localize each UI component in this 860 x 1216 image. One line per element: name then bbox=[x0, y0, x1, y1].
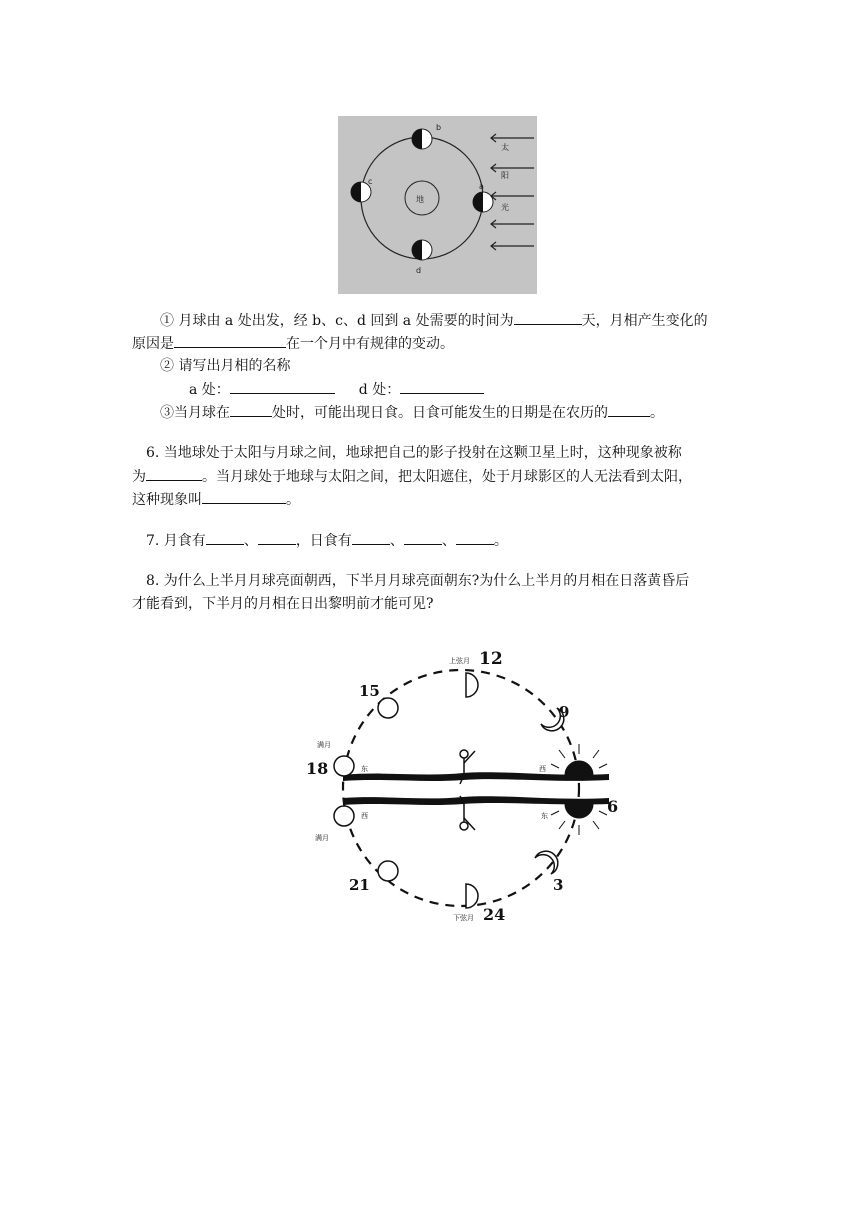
q6-line2-text-a: 为 bbox=[132, 469, 146, 485]
q5-line2-text-b: 在一个月中有规律的变动。 bbox=[286, 336, 454, 352]
moon-day-21 bbox=[378, 861, 398, 881]
answer-blank-d-phase[interactable] bbox=[400, 379, 484, 394]
q7-text-a: 7. 月食有 bbox=[146, 533, 206, 549]
q7-end: 。 bbox=[493, 533, 508, 549]
label-d-position: d 处： bbox=[358, 382, 401, 398]
moon-day-15 bbox=[378, 698, 398, 718]
label-west-bottom: 西 bbox=[361, 812, 368, 820]
q5-line1-text: ① 月球由 a 处出发，经 b、c、d 回到 a 处需要的时间为 bbox=[160, 313, 514, 329]
q6-line2 bbox=[132, 466, 692, 487]
q7-sep-2: 、 bbox=[389, 533, 404, 549]
moon-b bbox=[412, 129, 432, 149]
day-3: 3 bbox=[553, 876, 564, 894]
label-a-position: a 处： bbox=[189, 382, 230, 398]
q5-line2 bbox=[132, 333, 454, 354]
label-a: a bbox=[479, 182, 484, 191]
label-b: b bbox=[436, 123, 442, 132]
label-first-quarter: 上弦月 bbox=[449, 657, 470, 665]
q5-line3: ② 请写出月相的名称 bbox=[160, 358, 291, 374]
label-last-quarter: 下弦月 bbox=[453, 914, 474, 922]
answer-blank-lunar-type-1[interactable] bbox=[206, 530, 244, 545]
day-6: 6 bbox=[607, 797, 619, 816]
label-west-top: 西 bbox=[539, 765, 546, 773]
label-d: d bbox=[416, 266, 422, 275]
q7-sep-3: 、 bbox=[441, 533, 456, 549]
label-east-bottom: 东 bbox=[541, 812, 548, 820]
moon-a bbox=[473, 192, 493, 212]
sunlight-label-3: 光 bbox=[501, 203, 509, 212]
answer-blank-lunar-type-2[interactable] bbox=[258, 530, 296, 545]
q5-line5-text-a: ③当月球在 bbox=[160, 405, 230, 421]
earth-label: 地 bbox=[416, 195, 424, 204]
answer-blank-lunar-date[interactable] bbox=[608, 402, 650, 417]
q6-line1: 6. 当地球处于太阳与月球之间，地球把自己的影子投射在这颗卫星上时，这种现象被称 bbox=[146, 445, 682, 461]
q7-sep-1: 、 bbox=[243, 533, 258, 549]
q6-line2-text-b: 。当月球处于地球与太阳之间，把太阳遮住，处于月球影区的人无法看到太阳， bbox=[202, 469, 692, 485]
answer-blank-days[interactable] bbox=[514, 310, 582, 325]
q7-line bbox=[146, 530, 508, 551]
q5-line1-text-b: 天，月相产生变化的 bbox=[581, 313, 708, 329]
moon-orbit-diagram bbox=[338, 116, 537, 294]
answer-blank-a-phase[interactable] bbox=[230, 379, 335, 394]
sunlight-label-2: 阳 bbox=[501, 171, 509, 180]
q5-line1 bbox=[160, 310, 708, 331]
answer-blank-solar-type-1[interactable] bbox=[352, 530, 390, 545]
moon-phase-cycle-diagram bbox=[303, 644, 621, 926]
moon-day-12 bbox=[466, 673, 478, 697]
answer-blank-position[interactable] bbox=[230, 402, 272, 417]
day-15: 15 bbox=[359, 682, 380, 700]
sun-rising bbox=[551, 804, 607, 835]
q5-line5-text-b: 处时，可能出现日食。日食可能发生的日期是在农历的 bbox=[272, 405, 608, 421]
moon-day-24 bbox=[466, 884, 478, 908]
label-east-top: 东 bbox=[361, 765, 368, 773]
label-full-moon-bottom: 满月 bbox=[315, 834, 329, 842]
day-18: 18 bbox=[306, 759, 329, 778]
q8-line2: 才能看到，下半月的月相在日出黎明前才能可见? bbox=[132, 596, 434, 612]
day-9: 9 bbox=[559, 703, 570, 721]
sunlight-label-1: 太 bbox=[501, 143, 509, 152]
moon-day-18-bottom bbox=[334, 806, 354, 826]
day-12: 12 bbox=[479, 649, 503, 669]
q7-text-c: ，日食有 bbox=[295, 533, 352, 549]
day-21: 21 bbox=[349, 876, 370, 894]
answer-blank-lunar-eclipse[interactable] bbox=[146, 466, 202, 481]
moon-d bbox=[412, 240, 432, 260]
answer-blank-solar-eclipse[interactable] bbox=[202, 489, 286, 504]
q5-line2-text: 原因是 bbox=[132, 336, 174, 352]
q5-line5 bbox=[160, 402, 664, 423]
moon-day-3 bbox=[535, 851, 558, 874]
answer-blank-solar-type-3[interactable] bbox=[456, 530, 494, 545]
answer-blank-reason[interactable] bbox=[174, 333, 286, 348]
q6-line3 bbox=[132, 489, 300, 510]
label-full-moon-top: 满月 bbox=[317, 741, 331, 749]
answer-blank-solar-type-2[interactable] bbox=[404, 530, 442, 545]
moon-day-18 bbox=[334, 756, 354, 776]
q6-line3-text-b: 。 bbox=[286, 492, 300, 508]
q5-line5-text-c: 。 bbox=[650, 405, 664, 421]
day-24: 24 bbox=[483, 905, 506, 924]
label-c: c bbox=[368, 177, 373, 186]
q8-line1: 8. 为什么上半月月球亮面朝西，下半月月球亮面朝东?为什么上半月的月相在日落黄昏后 bbox=[146, 573, 690, 589]
sun-setting bbox=[551, 744, 607, 775]
q5-line4 bbox=[189, 379, 484, 400]
q6-line3-text-a: 这种现象叫 bbox=[132, 492, 202, 508]
